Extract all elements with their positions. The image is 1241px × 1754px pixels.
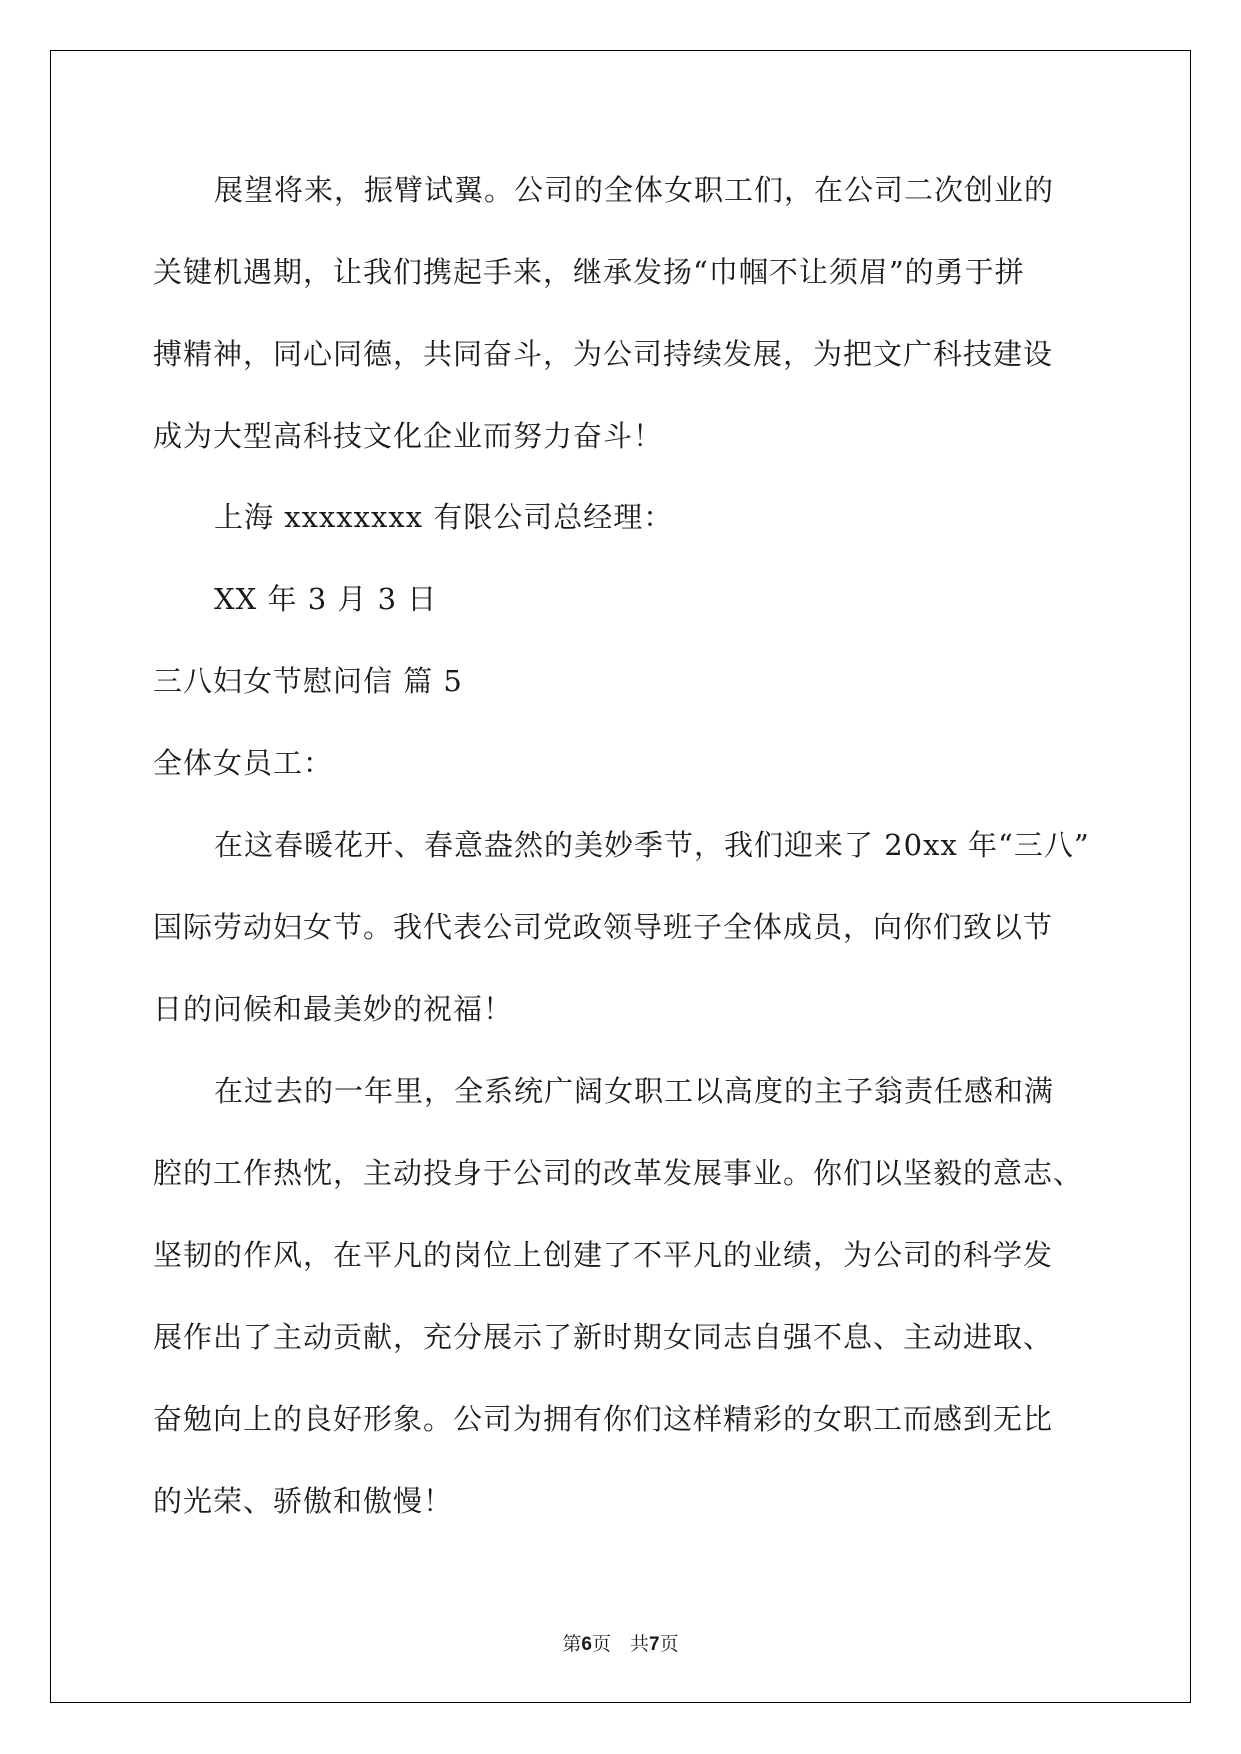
paragraph-line: 日的问候和最美妙的祝福！: [153, 992, 514, 1026]
section-heading: 三八妇女节慰问信 篇 5: [153, 664, 463, 698]
footer-prefix: 第: [562, 1633, 582, 1655]
page-footer: [0, 1632, 1241, 1657]
footer-suffix: 页: [659, 1633, 679, 1655]
paragraph-line: 在过去的一年里，全系统广阔女职工以高度的主子翁责任感和满: [214, 1074, 1055, 1108]
paragraph-line: 展作出了主动贡献，充分展示了新时期女同志自强不息、主动进取、: [153, 1320, 1054, 1354]
page-frame: [50, 50, 1191, 1703]
footer-mid: 页 共: [591, 1633, 649, 1655]
paragraph-line: 搏精神，同心同德，共同奋斗，为公司持续发展，为把文广科技建设: [153, 337, 1054, 371]
paragraph-line: 的光荣、骄傲和傲慢！: [153, 1484, 454, 1518]
paragraph-line: 国际劳动妇女节。我代表公司党政领导班子全体成员，向你们致以节: [153, 910, 1054, 944]
paragraph-line: 奋勉向上的良好形象。公司为拥有你们这样精彩的女职工而感到无比: [153, 1402, 1054, 1436]
total-page-number: 7: [649, 1634, 660, 1655]
paragraph-line: 展望将来，振臂试翼。公司的全体女职工们，在公司二次创业的: [214, 173, 1055, 207]
paragraph-line: 成为大型高科技文化企业而努力奋斗！: [153, 419, 664, 453]
paragraph-line: 腔的工作热忱，主动投身于公司的改革发展事业。你们以坚毅的意志、: [153, 1156, 1084, 1190]
paragraph-line: 关键机遇期，让我们携起手来，继承发扬“巾帼不让须眉”的勇于拼: [153, 255, 1025, 289]
salutation: 全体女员工：: [153, 746, 334, 780]
current-page-number: 6: [581, 1634, 592, 1655]
paragraph-line: 在这春暖花开、春意盎然的美妙季节，我们迎来了 20xx 年“三八”: [214, 828, 1090, 862]
signature-company: 上海 xxxxxxxx 有限公司总经理：: [214, 500, 674, 534]
signature-date: XX 年 3 月 3 日: [214, 582, 438, 616]
paragraph-line: 坚韧的作风，在平凡的岗位上创建了不平凡的业绩，为公司的科学发: [153, 1238, 1054, 1272]
